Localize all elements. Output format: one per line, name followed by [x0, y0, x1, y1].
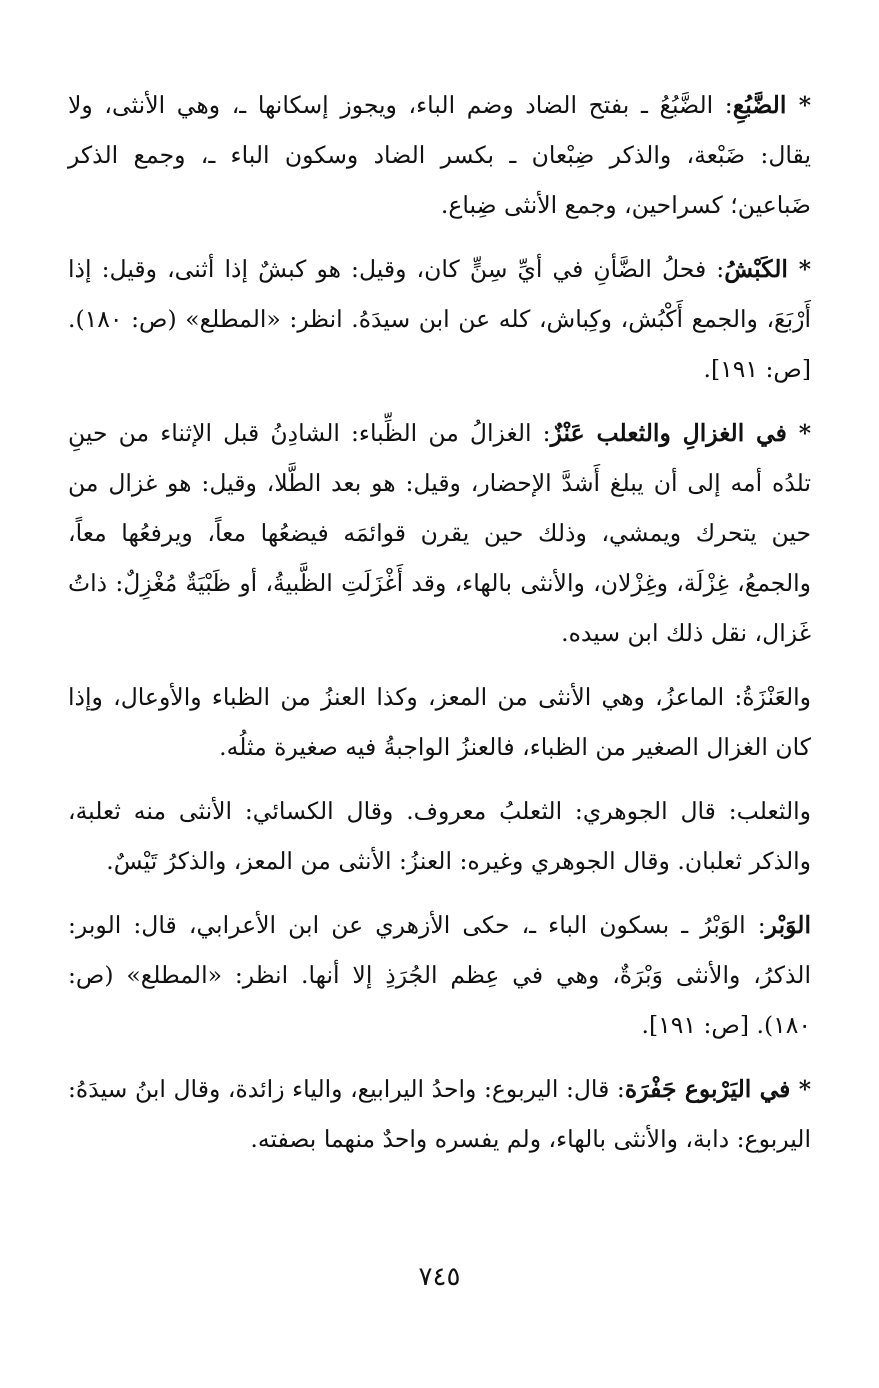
entry-text: : الوَبْرُ ـ بسكون الباء ـ، حكى الأزهري عن ابن الأعرابي، قال: الوبر: الذكرُ، والأنثى وَبْرَةٌ، وهي في عِظم الجُرَذِ إلا أنها. انظر: «المطلع» (ص: ١٨٠). [ص: ١٩١]. [68, 911, 811, 1039]
entry-heading: * في اليَرْبوع جَفْرَة [624, 1075, 812, 1103]
entry-text: : فحلُ الضَّأنِ في أيِّ سِنٍّ كان، وقيل: هو كبشٌ إذا أثنى، وقيل: إذا أَرْبَعَ، والجمع أَكْبُش، وكِباش، كله عن ابن سيدَهُ. انظر: «المطلع» (ص: ١٨٠). [ص: ١٩١]. [68, 255, 811, 383]
entry-text: : الغزالُ من الظِّباء: الشادِنُ قبل الإثناء من حينِ تلدُه أمه إلى أن يبلغ أَشدَّ الإحضار، وقيل: هو بعد الطَّلا، وقيل: هو غزال من حين يتحرك ويمشي، وذلك حين يقرن قوائمَه فيضعُها معاً، ويرفعُها معاً، والجمعُ، غِزْلَة، وغِزْلان، والأنثى بالهاء، وقد أَغْزَلَتِ الظَّبيةُ، أو ظَبْيَةٌ مُغْزِلٌ: ذاتُ غَزال، نقل ذلك ابن سيده. [68, 419, 811, 647]
entry-fox [68, 786, 811, 886]
entry-heading: * الضَّبُعِ [732, 91, 812, 119]
entry-gazelle-fox [68, 408, 811, 658]
entry-hyrax [68, 900, 811, 1050]
entry-heading: * الكَبْشُ [724, 255, 811, 283]
entry-text: : الضَّبُعُ ـ بفتح الضاد وضم الباء، ويجوز إسكانها ـ، وهي الأنثى، ولا يقال: ضَبْعة، والذكر ضِبْعان ـ بكسر الضاد وسكون الباء ـ، وجمع الذكر ضَباعين؛ كسراحين، وجمع الأنثى ضِباع. [68, 91, 811, 219]
entry-hyena [68, 80, 811, 230]
entry-ram [68, 244, 811, 394]
page-number: ٧٤٥ [418, 1262, 461, 1292]
entry-text: : قال: اليربوع: واحدُ اليرابيع، والياء زائدة، وقال ابنُ سيدَهُ: اليربوع: دابة، والأنثى بالهاء، ولم يفسره واحدٌ منهما بصفته. [68, 1075, 811, 1153]
entry-heading: * في الغزالِ والثعلب عَنْزٌ [550, 419, 811, 447]
entry-jerboa [68, 1064, 811, 1164]
entry-goat [68, 672, 811, 772]
entry-text: والثعلب: قال الجوهري: الثعلبُ معروف. وقال الكسائي: الأنثى منه ثعلبة، والذكر ثعلبان. وقال الجوهري وغيره: العنزُ: الأنثى من المعز، والذكرُ تَيْسٌ. [68, 797, 811, 875]
entry-heading: الوَبْر [765, 911, 811, 939]
entry-text: والعَنْزَةُ: الماعزُ، وهي الأنثى من المعز، وكذا العنزُ من الظباء والأوعال، وإذا كان الغزال الصغير من الظباء، فالعنزُ الواجبةُ فيه صغيرة مثلُه. [68, 683, 811, 761]
